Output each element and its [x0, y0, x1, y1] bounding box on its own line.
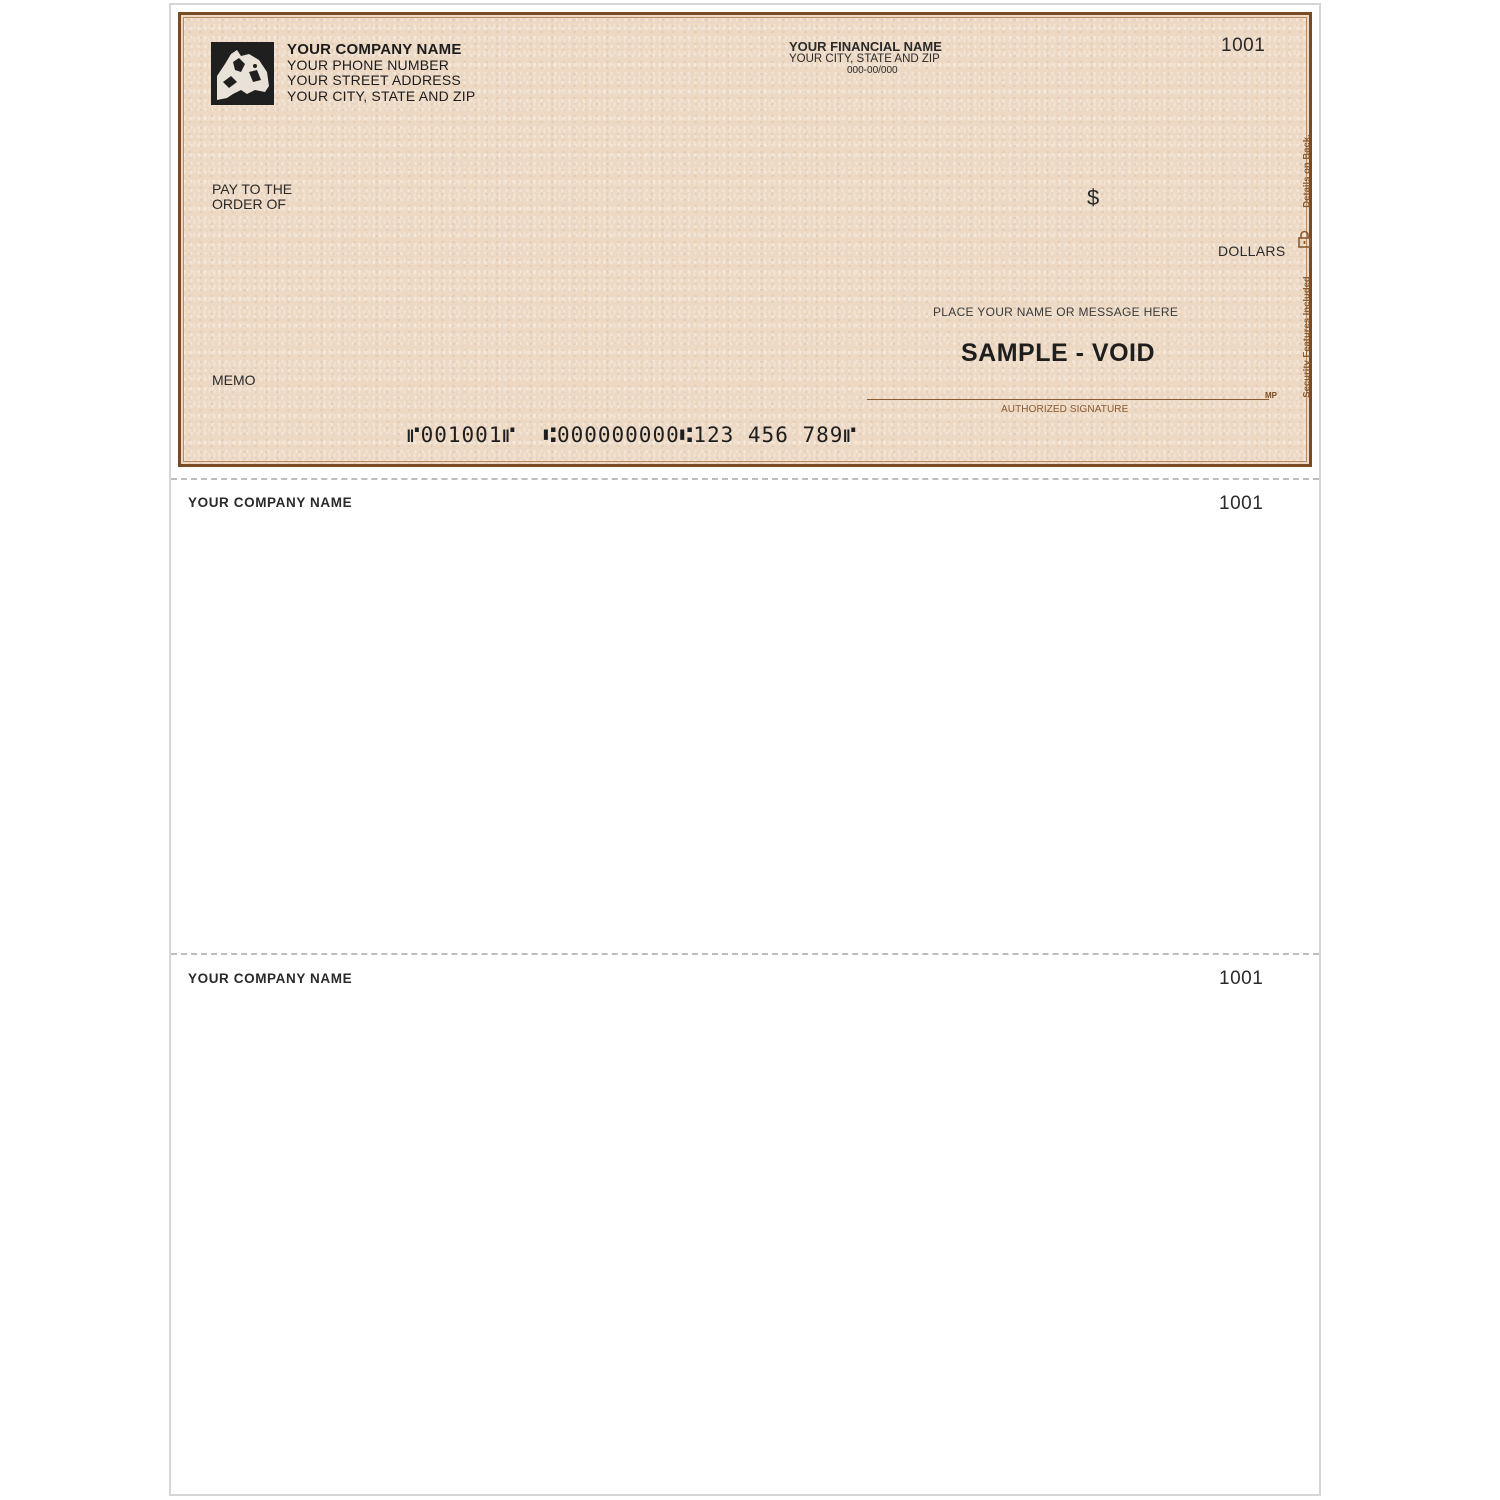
company-city: YOUR CITY, STATE AND ZIP: [287, 87, 476, 104]
mp-mark: MP: [1265, 391, 1277, 400]
micr-line: ⑈001001⑈ ⑆000000000⑆123 456 789⑈: [407, 423, 858, 447]
pay-to-label: [212, 182, 292, 212]
company-phone: YOUR PHONE NUMBER: [287, 56, 450, 73]
stub-company-name: YOUR COMPANY NAME: [188, 495, 353, 510]
custom-message: PLACE YOUR NAME OR MESSAGE HERE: [933, 305, 1179, 319]
bank-name: YOUR FINANCIAL NAME: [789, 39, 942, 54]
bank-info: [789, 41, 1049, 77]
stub-company-name: YOUR COMPANY NAME: [188, 971, 353, 986]
bank-city: YOUR CITY, STATE AND ZIP: [789, 53, 940, 65]
security-features-text: Security Features Included: [1301, 276, 1313, 398]
details-on-back-text: Details on Back.: [1301, 134, 1313, 208]
authorized-signature-label: AUTHORIZED SIGNATURE: [1001, 404, 1129, 415]
stub-check-number: 1001: [1219, 968, 1264, 989]
company-info: [287, 42, 475, 104]
company-street: YOUR STREET ADDRESS: [287, 72, 461, 88]
horse-logo-icon: [211, 42, 274, 105]
perforation-line: [171, 478, 1319, 480]
check-number: 1001: [1221, 35, 1266, 56]
check-voucher: [178, 12, 1312, 467]
void-stamp: SAMPLE - VOID: [961, 339, 1156, 367]
dollars-label: DOLLARS: [1218, 243, 1286, 259]
memo-label: MEMO: [212, 372, 256, 388]
lock-icon: [1298, 230, 1311, 248]
bank-fraction: 000-00/000: [847, 65, 898, 76]
stub-check-number: 1001: [1219, 493, 1264, 514]
company-name: YOUR COMPANY NAME: [287, 41, 462, 58]
pay-to-line2: ORDER OF: [212, 196, 286, 212]
perforation-line: [171, 953, 1319, 955]
amount-dollar-sign: $: [1087, 185, 1100, 210]
signature-line: [867, 399, 1269, 400]
pay-to-line1: PAY TO THE: [212, 181, 293, 197]
